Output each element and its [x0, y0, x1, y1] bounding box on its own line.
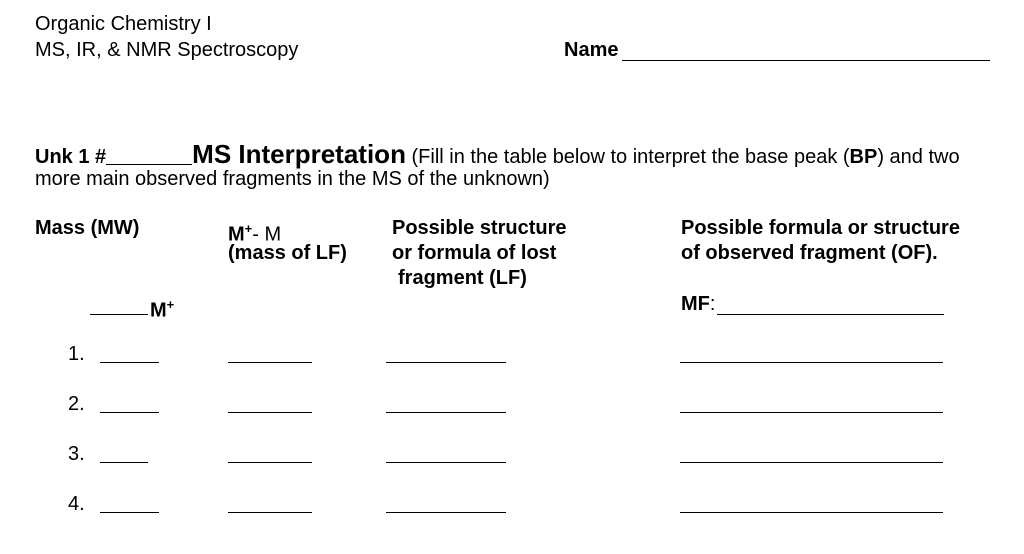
col-lf-header-3: fragment (LF) [398, 267, 527, 289]
intro-line [35, 141, 960, 170]
instruction-text-a: (Fill in the table below to interpret the base peak ( [411, 146, 850, 168]
course-title: Organic Chemistry I [35, 13, 212, 35]
row-4-mlf-blank[interactable] [228, 512, 312, 513]
col-mass-bold: Mass [35, 217, 86, 239]
row-3-mass-blank[interactable] [100, 462, 148, 463]
row-2-mlf-blank[interactable] [228, 412, 312, 413]
row-4-mass-blank[interactable] [100, 512, 159, 513]
col-lf-header-2: or formula of lost [392, 242, 557, 264]
row-number: 2. [68, 393, 85, 415]
col-of-header-2: of observed fragment (OF). [681, 242, 938, 264]
instruction-text-b: ) and two [877, 146, 960, 168]
name-label: Name [564, 39, 619, 61]
row-number: 1. [68, 343, 85, 365]
row-1-of-blank[interactable] [680, 362, 943, 363]
section-title: MS Interpretation [192, 139, 406, 169]
mplus-blank[interactable] [90, 314, 148, 315]
mplus-m: M [150, 299, 167, 322]
col-mlf-sup: + [244, 221, 253, 236]
row-1-lf-blank[interactable] [386, 362, 506, 363]
mf-text: MF [681, 293, 710, 315]
row-3-of-blank[interactable] [680, 462, 943, 463]
base-peak-abbrev: BP [849, 146, 878, 168]
unknown-number-blank[interactable] [106, 146, 192, 165]
col-mass-header [35, 216, 139, 241]
col-lf-header-1: Possible structure [392, 217, 567, 239]
row-number: 3. [68, 443, 85, 465]
name-field-line[interactable] [622, 60, 990, 61]
col-mlf-m: M [228, 223, 245, 246]
unknown-number-label: Unk 1 # [35, 146, 107, 168]
col-mass-paren: (MW) [90, 217, 140, 239]
row-4-of-blank[interactable] [680, 512, 943, 513]
mf-label [681, 292, 715, 317]
mplus-label [150, 292, 174, 324]
col-mlf-minus: - M [252, 223, 282, 246]
row-1-mass-blank[interactable] [100, 362, 159, 363]
mf-colon: : [709, 293, 716, 315]
row-number: 4. [68, 493, 85, 515]
mplus-sup: + [166, 297, 175, 312]
row-2-of-blank[interactable] [680, 412, 943, 413]
row-2-lf-blank[interactable] [386, 412, 506, 413]
row-1-mlf-blank[interactable] [228, 362, 312, 363]
mf-blank[interactable] [717, 314, 944, 315]
instruction-text-c: more main observed fragments in the MS of the unknown) [35, 168, 550, 190]
col-of-header-1: Possible formula or structure [681, 217, 960, 239]
row-3-lf-blank[interactable] [386, 462, 506, 463]
course-subtitle: MS, IR, & NMR Spectroscopy [35, 39, 299, 61]
col-mlf-header-2: (mass of LF) [228, 242, 347, 264]
row-4-lf-blank[interactable] [386, 512, 506, 513]
row-3-mlf-blank[interactable] [228, 462, 312, 463]
row-2-mass-blank[interactable] [100, 412, 159, 413]
